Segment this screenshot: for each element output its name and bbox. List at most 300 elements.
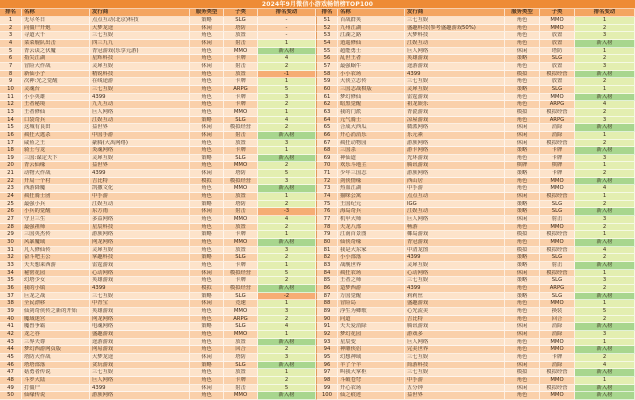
service-type-cell: 休闲 [505,270,540,278]
rank-cell: 66 [316,132,338,140]
rank-cell: 67 [316,140,338,148]
service-type-cell: 角色 [505,377,540,385]
rank-change-cell: 新入榜 [575,124,635,132]
publisher-cell: 完美世界 [405,346,505,354]
table-row [0,362,635,370]
table-body [0,17,635,400]
table-row [0,117,635,125]
name-cell: 新仙小子 [22,71,90,79]
rank-cell: 85 [316,277,338,285]
name-cell: 浮生为卿歌 [338,308,405,316]
table-row [0,170,635,178]
rank-change-cell: 4 [258,216,316,224]
service-type-cell: 休闲 [190,300,224,308]
subtype-cell: 放置 [540,40,575,48]
rank-change-cell: 3 [258,354,316,362]
rank-change-cell: 1 [575,48,635,56]
rank-cell: 97 [316,369,338,377]
service-type-cell: 角色 [190,109,224,117]
publisher-cell: 江娱互动 [405,208,505,216]
service-type-cell: 角色 [505,94,540,102]
publisher-cell: 游卡网络 [405,147,505,155]
publisher-cell: 江娱互动 [90,117,190,125]
rank-cell: 2 [0,25,22,33]
name-cell: 咸鱼之王 [22,140,90,148]
rank-change-cell: 新入榜 [258,339,316,347]
publisher-cell: 英雄游戏 [90,277,190,285]
service-type-cell: 策略 [505,293,540,301]
publisher-cell: 网龙网络 [90,316,190,324]
publisher-cell: 英雄游戏 [90,308,190,316]
publisher-cell: 4399 [90,285,190,293]
service-type-cell: 休闲 [190,385,224,393]
rank-cell: 74 [316,193,338,201]
rank-cell: 48 [0,377,22,385]
table-row [0,63,635,71]
subtype-cell: SLG [540,293,575,301]
subtype-cell: 模拟经营 [224,270,258,278]
rank-change-cell: 4 [258,55,316,63]
column-header: 排名变动 [575,9,635,17]
rank-change-cell: - [258,32,316,40]
table-row [0,147,635,155]
service-type-cell: 模拟 [190,285,224,293]
table-row [0,262,635,270]
name-cell: 神雕侠侣 [338,346,405,354]
service-type-cell: 角色 [505,308,540,316]
service-type-cell: 角色 [505,300,540,308]
subtype-cell: 放置 [224,193,258,201]
service-type-cell: 休闲 [505,193,540,201]
rank-cell: 22 [0,178,22,186]
column-header: 排名 [316,9,338,17]
name-cell: 最强祖师 [22,224,90,232]
service-type-cell: 角色 [505,17,540,25]
name-cell: 梦幻西游网页版 [22,346,90,354]
subtype-cell: 放置 [540,32,575,40]
name-cell: 乱世王者 [338,55,405,63]
publisher-cell: 凯撒文化 [90,185,190,193]
subtype-cell: 回合 [224,346,258,354]
name-cell: 魔兽争霸 [22,323,90,331]
rank-cell: 45 [0,354,22,362]
service-type-cell: 角色 [190,308,224,316]
service-type-cell: 角色 [505,285,540,293]
publisher-cell: 电魂网络 [90,323,190,331]
publisher-cell: 灵犀互娱 [405,86,505,94]
name-cell: 西游降魔 [22,185,90,193]
name-cell: 元气骑士 [338,117,405,125]
service-type-cell: 角色 [190,346,224,354]
table-row [0,185,635,193]
publisher-cell: 在线途游 [90,78,190,86]
service-type-cell: 角色 [505,25,540,33]
service-type-cell: 模拟 [190,178,224,186]
name-cell: 江南百景图 [338,231,405,239]
table-row [0,178,635,186]
service-type-cell: 模拟 [505,109,540,117]
publisher-cell: 大梦科技 [405,32,505,40]
rank-change-cell: 1 [258,78,316,86]
name-cell: 神仙道 [338,155,405,163]
publisher-cell: 巨人网络 [90,109,190,117]
rank-cell: 86 [316,285,338,293]
rank-cell: 62 [316,101,338,109]
rank-cell: 82 [316,254,338,262]
subtype-cell: 射击 [540,262,575,270]
table-row [0,300,635,308]
table-row [0,86,635,94]
rank-cell: 44 [0,346,22,354]
service-type-cell: 模拟 [505,247,540,255]
rank-cell: 79 [316,231,338,239]
publisher-cell: 豪腾(大禹网络) [90,140,190,148]
name-cell: 次神:光之觉醒 [22,78,90,86]
rank-change-cell: 1 [258,193,316,201]
publisher-cell: 英雄游戏 [405,55,505,63]
publisher-cell: 盛趣游戏 [405,300,505,308]
name-cell: 动物大作战 [22,170,90,178]
rank-cell: 13 [0,109,22,117]
service-type-cell: 休闲 [505,140,540,148]
subtype-cell: SLG [224,254,258,262]
service-type-cell: 休闲 [190,63,224,71]
column-header: 名称 [22,9,90,17]
name-cell: 最强小兵 [22,201,90,209]
service-type-cell: 角色 [190,216,224,224]
column-header: 排名 [0,9,22,17]
publisher-cell: 吉比特 [405,316,505,324]
rank-change-cell: 新入榜 [575,147,635,155]
name-cell: 最强蜗牛 [338,63,405,71]
publisher-cell: 三七互娱 [405,354,505,362]
service-type-cell: 角色 [190,331,224,339]
rank-change-cell: 2 [575,316,635,324]
rank-change-cell: 1 [258,231,316,239]
subtype-cell: MMO [224,216,258,224]
service-type-cell: 角色 [505,339,540,347]
subtype-cell: MMO [540,94,575,102]
rank-cell: 99 [316,385,338,393]
publisher-cell: 光环游戏 [405,155,505,163]
name-cell: 向僵尸开炮 [22,25,90,33]
subtype-cell: SLG [224,323,258,331]
rank-cell: 71 [316,170,338,178]
rank-cell: 10 [0,86,22,94]
column-header: 排名变动 [258,9,316,17]
rank-change-cell: - [258,25,316,33]
service-type-cell: 角色 [190,78,224,86]
table-row [0,293,635,301]
rank-change-cell: 2 [575,140,635,148]
rank-change-cell: 2 [258,316,316,324]
name-cell: 幻想神域 [338,354,405,362]
rank-change-cell: 4 [258,323,316,331]
rank-cell: 40 [0,316,22,324]
service-type-cell: 角色 [505,40,540,48]
publisher-cell: 4399 [90,94,190,102]
service-type-cell: 休闲 [190,354,224,362]
name-cell: 打僵尸 [22,385,90,393]
name-cell: 幻塔少女 [22,277,90,285]
rank-change-cell: 新入榜 [575,369,635,377]
table-row [0,247,635,255]
rank-cell: 35 [0,277,22,285]
subtype-cell: MMO [224,185,258,193]
rank-change-cell: 1 [575,193,635,201]
rank-change-cell: 1 [575,86,635,94]
rank-change-cell: 1 [575,231,635,239]
service-type-cell: 休闲 [190,40,224,48]
table-row [0,193,635,201]
subtype-cell: 模拟经营 [224,285,258,293]
publisher-cell: 心动网络 [405,270,505,278]
subtype-cell: 消除 [540,124,575,132]
table-row [0,385,635,393]
publisher-cell: 椰岛游戏 [405,231,505,239]
publisher-cell: 凉屋游戏 [405,117,505,125]
table-row [0,71,635,79]
subtype-cell: 塔防 [540,48,575,56]
rank-cell: 60 [316,86,338,94]
publisher-cell: 青冠游戏 [405,239,505,247]
table-row [0,40,635,48]
service-type-cell: 休闲 [190,208,224,216]
subtype-cell: 卡牌 [224,94,258,102]
rank-change-cell: 新入榜 [258,155,316,163]
publisher-cell: 点点互动(北京)科技 [90,17,190,25]
name-cell: 凡人修仙传 [22,247,90,255]
name-cell: 开心消消乐 [338,132,405,140]
service-type-cell: 角色 [190,86,224,94]
column-header: 发行商 [405,9,505,17]
rank-change-cell: 5 [258,86,316,94]
name-cell: 守卫三生 [22,216,90,224]
column-header: 子类 [224,9,258,17]
name-cell: 塔塔部落 [22,362,90,370]
name-cell: 开局一个村 [22,178,90,186]
publisher-cell: 精锐科技 [90,71,190,79]
name-cell: 万国觉醒 [338,293,405,301]
rank-cell: 47 [0,369,22,377]
rank-change-cell: 新入榜 [258,132,316,140]
subtype-cell: MMO [540,339,575,347]
table-row [0,124,635,132]
subtype-cell: MMO [540,392,575,400]
rank-change-cell: 3 [575,155,635,163]
rank-cell: 14 [0,117,22,125]
name-cell: 无尽冬日 [22,17,90,25]
rank-cell: 49 [0,385,22,393]
name-cell: 少年三国志 [338,170,405,178]
service-type-cell: 休闲 [190,25,224,33]
rank-change-cell: 3 [575,63,635,71]
publisher-cell: 腾讯游戏 [405,162,505,170]
table-row [0,17,635,25]
publisher-cell: 网龙网络 [90,239,190,247]
service-type-cell: 休闲 [190,270,224,278]
service-type-cell: 休闲 [505,323,540,331]
rank-cell: 23 [0,185,22,193]
subtype-cell: 放置 [224,247,258,255]
rank-cell: 27 [0,216,22,224]
service-type-cell: 角色 [190,71,224,79]
rank-cell: 69 [316,155,338,163]
subtype-cell: 卡牌 [224,231,258,239]
service-type-cell: 休闲 [505,331,540,339]
subtype-cell: 卡牌 [540,155,575,163]
rank-change-cell: 2 [575,254,635,262]
name-cell: 全民漂移 [22,300,90,308]
service-type-cell: 策略 [190,323,224,331]
rank-change-cell: 3 [258,140,316,148]
rank-change-cell: 新入榜 [575,239,635,247]
table-row [0,339,635,347]
publisher-cell: IGG [405,201,505,209]
service-type-cell: 休闲 [190,170,224,178]
subtype-cell: ARPG [224,316,258,324]
rank-cell: 37 [0,293,22,301]
table-row [0,254,635,262]
publisher-cell: 星辉科技 [90,55,190,63]
rank-cell: 57 [316,63,338,71]
rank-cell: 43 [0,339,22,347]
service-type-cell: 角色 [190,339,224,347]
service-type-cell: 模拟 [505,231,540,239]
service-type-cell: 角色 [190,239,224,247]
rank-cell: 88 [316,300,338,308]
name-cell: 王国纪元 [338,201,405,209]
rank-change-cell: 1 [575,132,635,140]
name-cell: 骑士与龙 [22,147,90,155]
subtype-cell: 卡牌 [540,147,575,155]
rank-cell: 46 [0,362,22,370]
rank-change-cell: 4 [575,247,635,255]
name-cell: 巨龙之战 [22,293,90,301]
service-type-cell: 休闲 [190,124,224,132]
publisher-cell: 西山居 [405,178,505,186]
rank-cell: 8 [0,71,22,79]
publisher-cell: 畅游 [405,224,505,232]
rank-cell: 34 [0,270,22,278]
rank-change-cell: 新入榜 [575,40,635,48]
rank-cell: 25 [0,201,22,209]
name-cell: 仙剑奇侠传之新的开始 [22,308,90,316]
subtype-cell: 卡牌 [540,354,575,362]
subtype-cell: MMO [540,239,575,247]
name-cell: 热血江湖 [338,185,405,193]
name-cell: 斗破苍穹 [338,377,405,385]
rank-change-cell: 4 [258,117,316,125]
rank-change-cell: 3 [575,216,635,224]
publisher-cell: 星辰科技 [90,224,190,232]
rank-change-cell: 新入榜 [575,178,635,186]
rank-cell: 33 [0,262,22,270]
name-cell: 小小农场 [338,71,405,79]
name-cell: 斗罗大陆 [22,377,90,385]
publisher-cell: 盛趣游戏 [90,331,190,339]
subtype-cell: 塔防 [224,201,258,209]
rank-change-cell: 新入榜 [575,262,635,270]
subtype-cell: 模拟经营 [540,193,575,201]
subtype-cell: SLG [224,17,258,25]
publisher-cell: 贪玩游戏 [90,362,190,370]
rank-change-cell: 2 [258,346,316,354]
subtype-cell: 模拟经营 [540,231,575,239]
rank-change-cell: -1 [258,71,316,79]
rank-cell: 16 [0,132,22,140]
subtype-cell: 回合 [540,316,575,324]
service-type-cell: 角色 [190,369,224,377]
rank-cell: 5 [0,48,22,56]
table-row [0,354,635,362]
rank-change-cell: 2 [575,285,635,293]
rank-cell: 24 [0,193,22,201]
rank-change-cell: 5 [575,308,635,316]
service-type-cell: 策略 [190,231,224,239]
subtype-cell: SLG [540,86,575,94]
subtype-cell: ARPG [224,86,258,94]
rank-cell: 95 [316,354,338,362]
subtype-cell: 卡牌 [224,55,258,63]
service-type-cell: 棋牌 [505,162,540,170]
name-cell: 王者之师 [338,277,405,285]
table-row [0,231,635,239]
subtype-cell: 棋牌 [540,162,575,170]
rank-change-cell: 3 [258,94,316,102]
subtype-cell: 放置 [224,339,258,347]
name-cell: 合成大西瓜 [338,124,405,132]
name-cell: 机甲大师 [338,216,405,224]
rank-cell: 84 [316,270,338,278]
publisher-cell: 三七互娱 [90,369,190,377]
table-row [0,208,635,216]
subtype-cell: 放置 [224,140,258,148]
rank-cell: 4 [0,40,22,48]
rank-cell: 17 [0,140,22,148]
table-row [0,323,635,331]
name-cell: 天天爱消除 [338,323,405,331]
publisher-cell: 东方雨 [90,208,190,216]
publisher-cell: 中青宝 [90,300,190,308]
service-type-cell: 策略 [190,362,224,370]
service-type-cell: 策略 [505,277,540,285]
rank-change-cell: 2 [575,25,635,33]
table-row [0,109,635,117]
subtype-cell: ARPG [540,285,575,293]
publisher-cell: 江娱互动 [90,201,190,209]
publisher-cell: 灵犀互娱 [405,262,505,270]
name-cell: 叫我大掌柜 [338,369,405,377]
rank-cell: 53 [316,32,338,40]
rank-change-cell: 3 [575,277,635,285]
rank-cell: 42 [0,331,22,339]
service-type-cell: 角色 [505,354,540,362]
rank-cell: 36 [0,285,22,293]
name-cell: 塔防大作战 [22,354,90,362]
service-type-cell: 策略 [190,17,224,25]
subtype-cell: MMO [224,109,258,117]
rank-cell: 81 [316,247,338,255]
rank-cell: 75 [316,201,338,209]
publisher-cell: 青冠游戏(乐享元游) [90,48,190,56]
rank-change-cell: 4 [575,101,635,109]
rank-cell: 91 [316,323,338,331]
publisher-cell: 三七互娱 [405,277,505,285]
name-cell: 寻道大千 [22,32,90,40]
publisher-cell: 三七互娱 [90,293,190,301]
rank-cell: 6 [0,55,22,63]
